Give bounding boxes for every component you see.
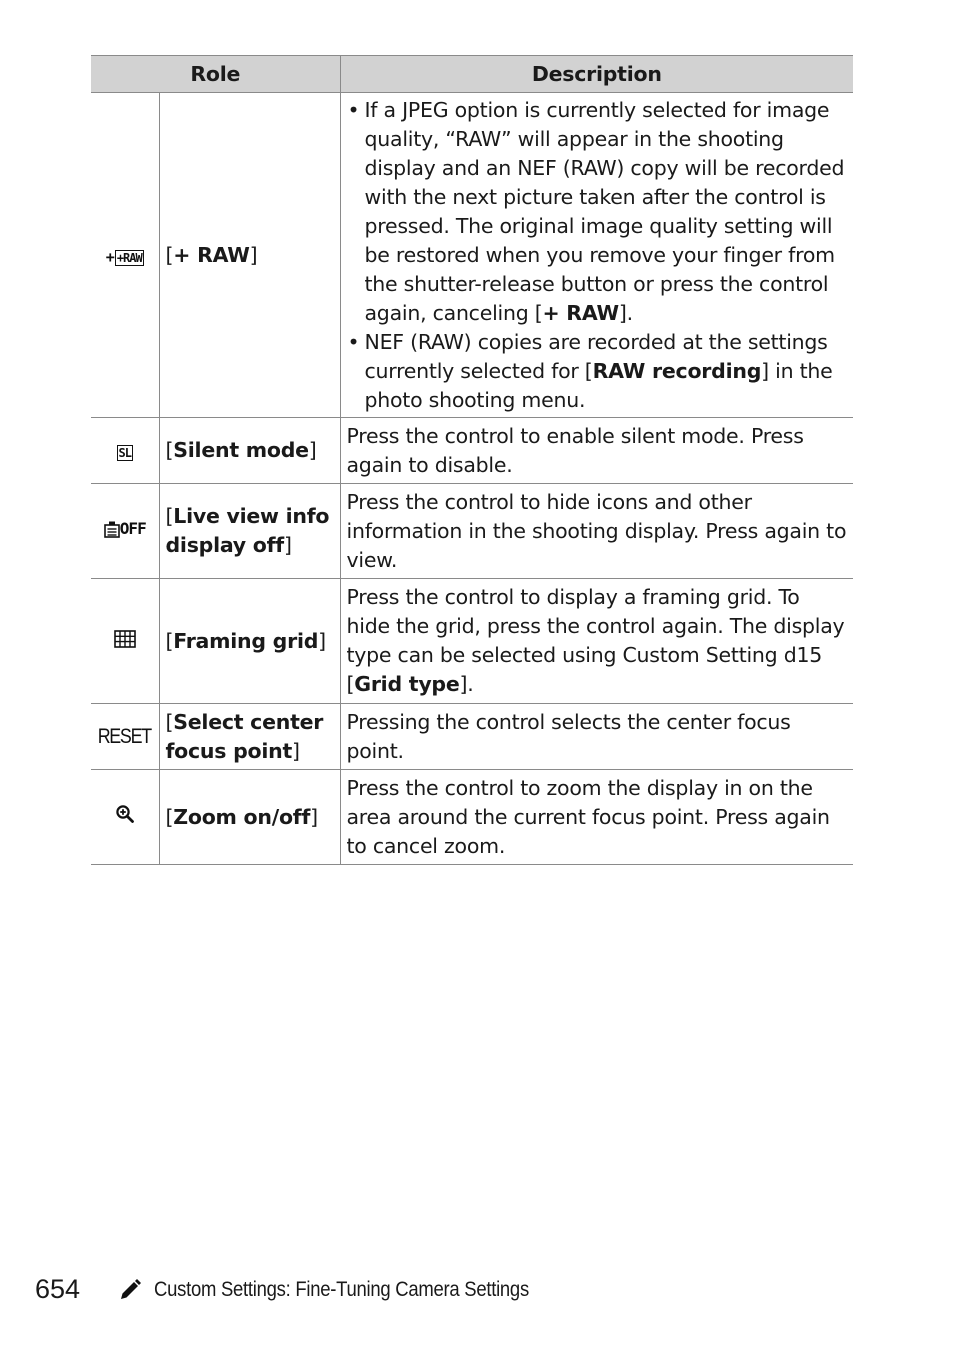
role-name-cell: [Framing grid] bbox=[159, 579, 340, 704]
role-icon-cell bbox=[91, 93, 159, 418]
role-column-header: Role bbox=[91, 56, 340, 93]
table-header-row bbox=[91, 56, 853, 93]
role-icon-cell bbox=[91, 704, 159, 770]
table-row bbox=[91, 770, 853, 865]
role-name: + RAW bbox=[173, 242, 250, 267]
roles-table bbox=[91, 55, 853, 865]
description-column-header: Description bbox=[340, 56, 853, 93]
reset-icon: RESET bbox=[98, 725, 152, 748]
role-icon-cell bbox=[91, 770, 159, 865]
role-name: Select center focus point bbox=[165, 709, 324, 763]
role-description-cell: Press the control to hide icons and other information in the shooting display. Press again to view. bbox=[340, 484, 853, 579]
description-bullet: • If a JPEG option is currently selected for image quality, “RAW” will appear in the shooting display and an NEF (RAW) copy will be recorded with the next picture taken after the control is pressed. The original image quality setting will be restored when you remove your finger from the shutter-release button or press the control again, canceling [+ RAW]. bbox=[347, 96, 848, 328]
role-description-cell: Press the control to zoom the display in on the area around the current focus point. Press again to cancel zoom. bbox=[340, 770, 853, 865]
table-row bbox=[91, 418, 853, 484]
role-name: Live view info display off bbox=[165, 504, 330, 557]
role-name-cell: [Live view info display off] bbox=[159, 484, 340, 579]
role-description-cell: Press the control to enable silent mode. Press again to disable. bbox=[340, 418, 853, 484]
framing-grid-icon bbox=[114, 627, 136, 656]
page-footer bbox=[35, 1274, 580, 1305]
table-row bbox=[91, 579, 853, 704]
role-name: Zoom on/off bbox=[173, 804, 311, 829]
table-row bbox=[91, 484, 853, 579]
section-title: Custom Settings: Fine-Tuning Camera Settings bbox=[154, 1277, 529, 1301]
role-name-cell: [Zoom on/off] bbox=[159, 770, 340, 865]
silent-mode-icon: SL bbox=[118, 446, 131, 460]
zoom-icon bbox=[115, 803, 135, 832]
role-icon-cell bbox=[91, 579, 159, 704]
plus-raw-icon: + +RAW bbox=[105, 247, 142, 266]
role-name: Silent mode bbox=[173, 438, 309, 462]
table-row bbox=[91, 704, 853, 770]
pencil-icon bbox=[118, 1278, 142, 1302]
role-icon-cell bbox=[91, 484, 159, 579]
page-number: 654 bbox=[35, 1274, 81, 1304]
role-icon-cell bbox=[91, 418, 159, 484]
role-description-cell: Pressing the control selects the center focus point. bbox=[340, 704, 853, 770]
role-name-cell: [Silent mode] bbox=[159, 418, 340, 484]
role-description-cell: Press the control to display a framing grid. To hide the grid, press the control again. The display type can be selected using Custom Setting d15 [Grid type]. bbox=[340, 579, 853, 704]
role-name-cell: [Select center focus point] bbox=[159, 704, 340, 770]
live-view-info-off-icon: OFF bbox=[104, 520, 146, 538]
role-description-cell bbox=[340, 93, 853, 418]
description-bullet: • NEF (RAW) copies are recorded at the settings currently selected for [RAW recording] in the photo shooting menu. bbox=[347, 328, 848, 415]
table-row bbox=[91, 93, 853, 418]
role-name: Framing grid bbox=[173, 628, 319, 653]
role-name-cell: [+ RAW] bbox=[159, 93, 340, 418]
